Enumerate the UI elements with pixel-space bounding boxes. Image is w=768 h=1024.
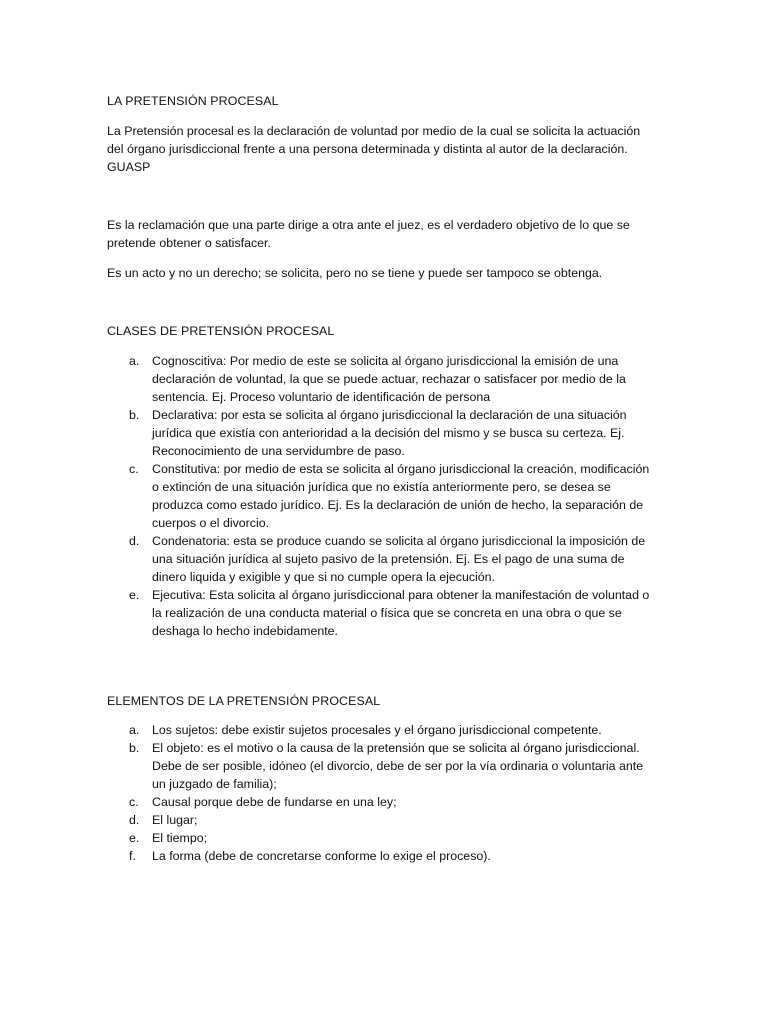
list-item-line: Declarativa: por esta se solicita al órgano jurisdiccional la declaración de una situación [152,408,627,422]
list-item-line: una situación jurídica al sujeto pasivo de la pretensión. Ej. Es el pago de una suma de [152,552,625,566]
list-item [107,532,667,586]
list-item-line: El objeto: es el motivo o la causa de la pretensión que se solicita al órgano jurisdiccional. [152,741,640,755]
list-item-line: dinero liquida y exigible y que si no cumple opera la ejecución. [152,570,496,584]
paragraph-line: GUASP [107,160,151,174]
section-title: CLASES DE PRETENSIÓN PROCESAL [107,324,335,338]
list-item-line: Reconocimiento de una servidumbre de paso. [152,444,405,458]
section-title: LA PRETENSIÓN PROCESAL [107,94,279,108]
clases-list-container [107,352,667,640]
list-marker: d. [129,534,140,548]
list-item [107,406,667,460]
paragraph-line: del órgano jurisdiccional frente a una persona determinada y distinta al autor de la declaración. [107,142,628,156]
list-marker: c. [129,462,139,476]
list-marker: d. [129,813,140,827]
list-marker: b. [129,408,140,422]
section-clases [107,322,667,340]
list-item-line: jurídica que existía con anterioridad a la decisión del mismo y se busca su certeza. Ej. [152,426,625,440]
list-item-line: declaración de voluntad, la que se puede actuar, rechazar o satisfacer por medio de la [152,372,626,386]
list-item [107,460,667,532]
paragraph-line: Es la reclamación que una parte dirige a otra ante el juez, es el verdadero objetivo de lo que se [107,218,630,232]
definition-paragraph [107,122,667,176]
list-marker: a. [129,354,140,368]
list-item-line: Ejecutiva: Esta solicita al órgano jurisdiccional para obtener la manifestación de voluntad o [152,588,650,602]
list-marker: b. [129,741,140,755]
list-item [107,793,667,811]
list-marker: f. [129,849,136,863]
list-marker: e. [129,588,140,602]
list-item-line: Constitutiva: por medio de esta se solicita al órgano jurisdiccional la creación, modificación [152,462,650,476]
list-item-line: deshaga lo hecho indebidamente. [152,624,339,638]
list-item-line: El tiempo; [152,831,208,845]
clases-list [107,352,667,640]
list-item [107,739,667,793]
list-item-line: un juzgado de familia); [152,777,277,791]
act-paragraph [107,264,667,282]
paragraph-line: Es un acto y no un derecho; se solicita, pero no se tiene y puede ser tampoco se obtenga. [107,266,603,280]
list-marker: a. [129,723,140,737]
list-item [107,352,667,406]
list-marker: e. [129,831,140,845]
list-item-line: sentencia. Ej. Proceso voluntario de identificación de persona [152,390,491,404]
list-item-line: produzca como estado jurídico. Ej. Es la declaración de unión de hecho, la separación de [152,498,644,512]
section-elementos [107,692,667,710]
list-item-line: Debe de ser posible, idóneo (el divorcio, debe de ser por la vía ordinaria o voluntaria ante [152,759,644,773]
list-item-line: la realización de una conducta material o física que se concreta en una obra o que se [152,606,622,620]
list-item-line: Los sujetos: debe existir sujetos procesales y el órgano jurisdiccional competente. [152,723,602,737]
list-item-line: Causal porque debe de fundarse en una ley; [152,795,397,809]
list-item [107,811,667,829]
list-item [107,847,667,865]
list-item-line: Condenatoria: esta se produce cuando se solicita al órgano jurisdiccional la imposición de [152,534,646,548]
list-item-line: o extinción de una situación jurídica que no existía anteriormente pero, se desea se [152,480,611,494]
elementos-list-container [107,721,667,865]
list-item-line: Cognoscitiva: Por medio de este se solicita al órgano jurisdiccional la emisión de una [152,354,619,368]
elementos-list [107,721,667,865]
list-item [107,586,667,640]
list-marker: c. [129,795,139,809]
list-item [107,829,667,847]
paragraph-line: La Pretensión procesal es la declaración de voluntad por medio de la cual se solicita la actuación [107,124,641,138]
reclamation-paragraph [107,216,667,252]
section-title: ELEMENTOS DE LA PRETENSIÓN PROCESAL [107,694,381,708]
list-item [107,721,667,739]
list-item-line: La forma (debe de concretarse conforme lo exige el proceso). [152,849,491,863]
paragraph-line: pretende obtener o satisfacer. [107,236,271,250]
list-item-line: El lugar; [152,813,198,827]
section-pretension-procesal [107,92,667,110]
list-item-line: cuerpos o el divorcio. [152,516,270,530]
